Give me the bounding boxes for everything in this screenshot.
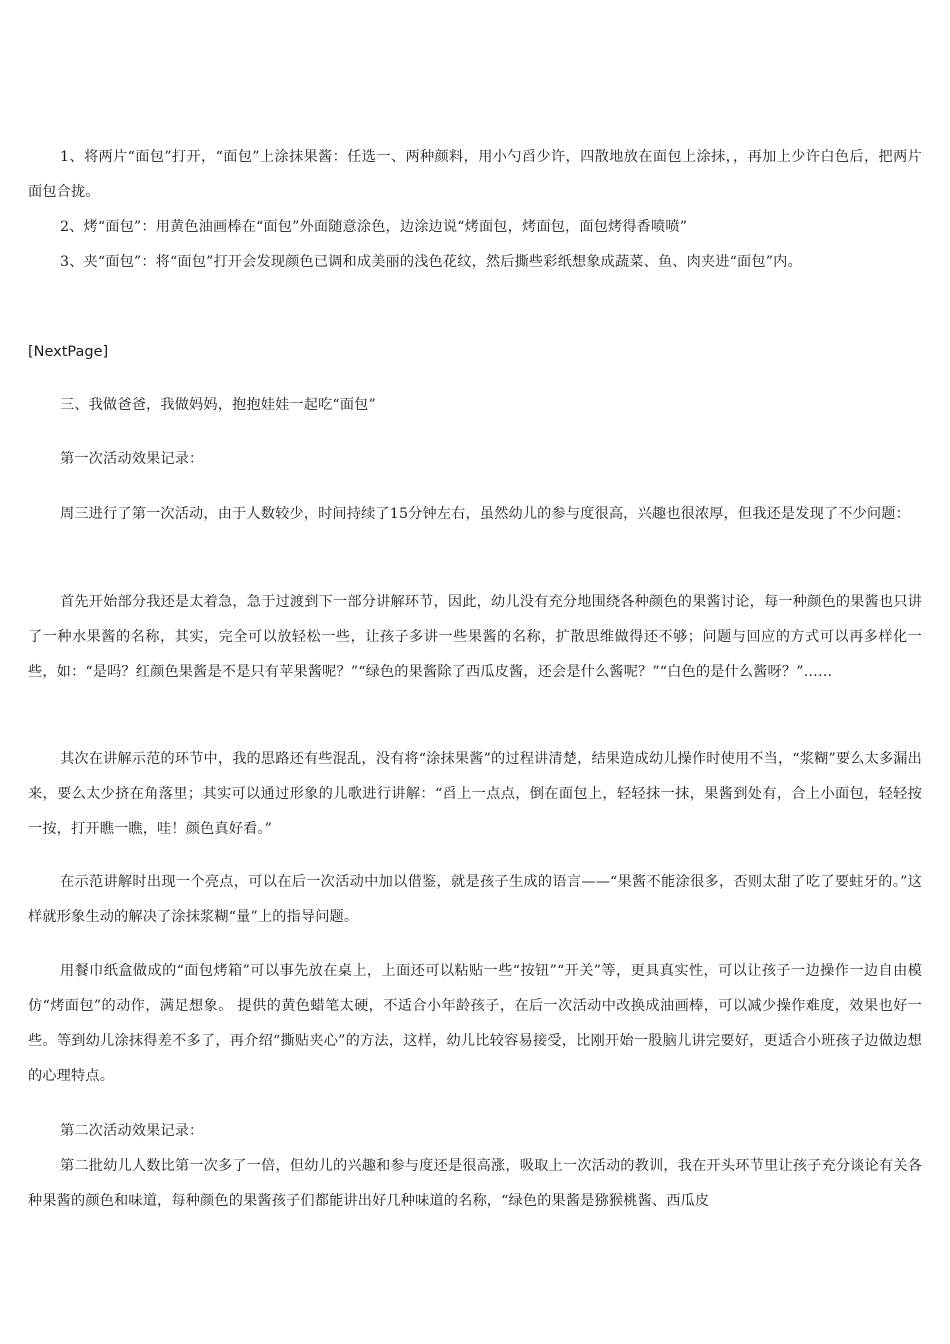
second-problem-paragraph: 其次在讲解示范的环节中，我的思路还有些混乱，没有将“涂抹果酱”的过程讲清楚，结果造成幼儿操作时使用不当，“浆糊”要么太多漏出来，要么太少挤在角落里；其实可以通过形象的儿歌进行讲解：“舀上一点点，倒在面包上，轻轻抹一抹，果酱到处有，合上小面包，轻轻按一按，打开瞧一瞧，哇！颜色真好看。” — [28, 751, 922, 837]
highlight-paragraph: 在示范讲解时出现一个亮点，可以在后一次活动中加以借鉴，就是孩子生成的语言——“果酱不能涂很多，否则太甜了吃了要蛀牙的。”这样就形象生动的解决了涂抹浆糊“量”上的指导问题。 — [28, 874, 922, 925]
step-3-paragraph: 3、夹“面包”：将“面包”打开会发现颜色已调和成美丽的浅色花纹，然后撕些彩纸想象成蔬菜、鱼、肉夹进“面包”内。 — [60, 254, 802, 270]
second-record-heading: 第二次活动效果记录： — [60, 1123, 204, 1139]
step-1-paragraph: 1、将两片“面包”打开，“面包”上涂抹果酱：任选一、两种颜料，用小勺舀少许，四散地放在面包上涂抹，，再加上少许白色后，把两片面包合拢。 — [28, 149, 922, 200]
section-three-title: 三、我做爸爸，我做妈妈，抱抱娃娃一起吃“面包” — [60, 397, 376, 413]
suggestion-paragraph: 用餐巾纸盒做成的“面包烤箱”可以事先放在桌上，上面还可以粘贴一些“按钮”“开关”等，更具真实性，可以让孩子一边操作一边自由模仿“烤面包”的动作，满足想象。 提供的黄色蜡笔太硬，不适合小年龄孩子，在后一次活动中改换成油画棒，可以减少操作难度，效果也好一些。等到幼儿涂抹得差不多了，再介绍“撕贴夹心”的方法，这样，幼儿比较容易接受，比刚开始一股脑儿讲完要好，更适合小班孩子边做边想的心理特点。 — [28, 963, 922, 1084]
first-record-heading: 第一次活动效果记录： — [60, 451, 204, 467]
step-2-paragraph: 2、烤“面包”：用黄色油画棒在“面包”外面随意涂色，边涂边说“烤面包，烤面包，面包烤得香喷喷” — [60, 219, 688, 235]
first-record-intro: 周三进行了第一次活动，由于人数较少，时间持续了15分钟左右，虽然幼儿的参与度很高，兴趣也很浓厚，但我还是发现了不少问题： — [60, 506, 910, 522]
first-problem-paragraph: 首先开始部分我还是太着急，急于过渡到下一部分讲解环节，因此，幼儿没有充分地围绕各种颜色的果酱讨论，每一种颜色的果酱也只讲了一种水果酱的名称，其实，完全可以放轻松一些，让孩子多讲一些果酱的名称，扩散思维做得还不够；问题与回应的方式可以再多样化一些，如：“是吗？红颜色果酱是不是只有苹果酱呢？”“绿色的果酱除了西瓜皮酱，还会是什么酱呢？”“白色的是什么酱呀？”…… — [28, 594, 922, 680]
next-page-marker: [NextPage] — [28, 344, 109, 360]
second-record-paragraph: 第二批幼儿人数比第一次多了一倍，但幼儿的兴趣和参与度还是很高涨，吸取上一次活动的教训，我在开头环节里让孩子充分谈论有关各种果酱的颜色和味道，每种颜色的果酱孩子们都能讲出好几种味道的名称，“绿色的果酱是猕猴桃酱、西瓜皮 — [28, 1158, 922, 1209]
